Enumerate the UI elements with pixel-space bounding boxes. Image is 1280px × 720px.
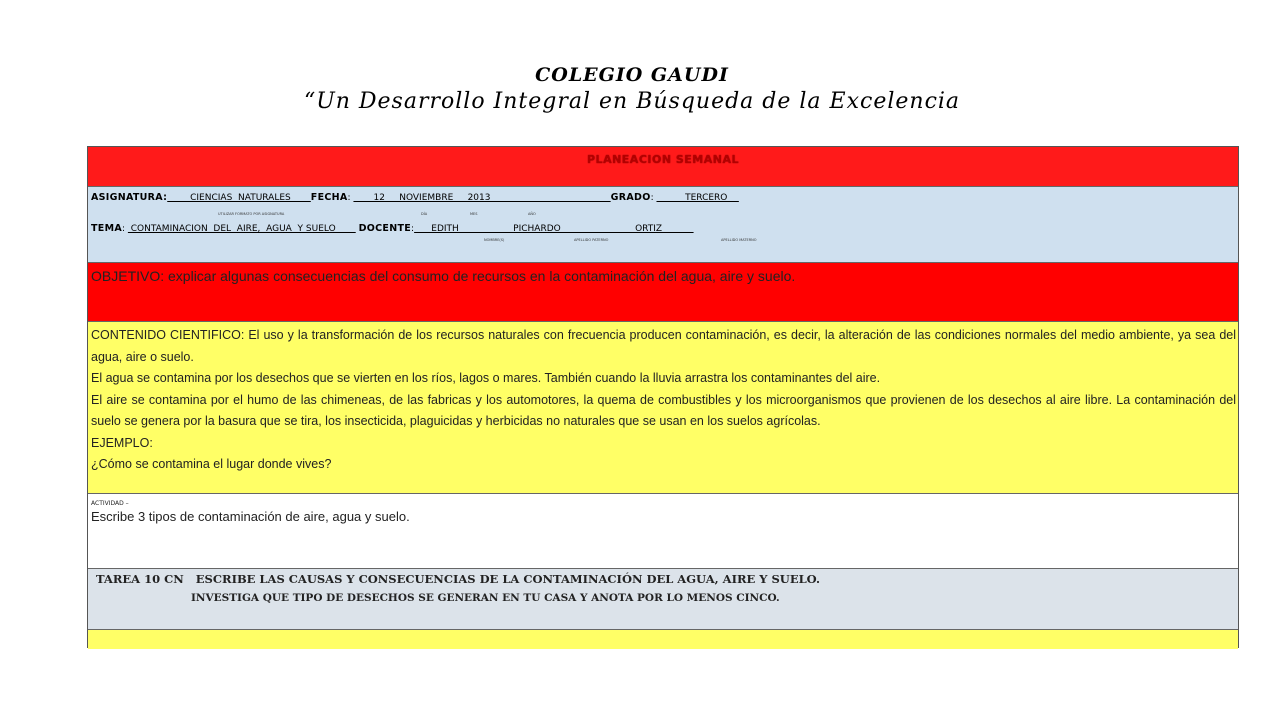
tema-label: TEMA — [91, 223, 122, 234]
tarea-line-1: TAREA 10 CN ESCRIBE LAS CAUSAS Y CONSECUENCIAS DE LA CONTAMINACIÓN DEL AGUA, AIRE Y SUELO. — [96, 572, 821, 586]
ejemplo-question: ¿Cómo se contamina el lugar donde vives? — [91, 457, 332, 471]
title-row — [88, 147, 1238, 187]
fecha-value: 12 NOVIEMBRE 2013 — [353, 193, 611, 203]
sheet-title: PLANEACION SEMANAL — [587, 153, 739, 166]
hint-materno: APELLIDO MATERNO — [721, 238, 757, 242]
docente-value: EDITH PICHARDO ORTIZ — [414, 224, 694, 234]
fecha-label: FECHA — [310, 192, 348, 203]
docente-label: DOCENTE — [358, 223, 412, 234]
contenido-paragraph: El aire se contamina por el humo de las chimeneas, de las fabricas y los automotores, la quema de combustibles y los microorganismos que provienen de los desechos al aire libre. La contaminación del suelo se genera por la basura que se tira, los insecticida, plaguicidas y herbicidas no naturales que se usan en los suelos agrícolas. — [91, 392, 1236, 428]
school-motto: “Un Desarrollo Integral en Búsqueda de la Excelencia — [303, 89, 961, 114]
hint-asignatura: UTILIZAR FORMATO POR ASIGNATURA — [218, 212, 285, 216]
hint-nombre: NOMBRE(S) — [484, 238, 505, 242]
hint-paterno: APELLIDO PATERNO — [574, 238, 609, 242]
contenido-paragraph: El agua se contamina por los desechos que se vierten en los ríos, lagos o mares. También cuando la lluvia arrastra los contaminantes del aire. — [91, 371, 881, 385]
actividad-text: Escribe 3 tipos de contaminación de aire, agua y suelo. — [91, 509, 410, 524]
tema-value: CONTAMINACION DEL AIRE, AGUA Y SUELO — [127, 224, 356, 234]
footer-row — [88, 630, 1238, 649]
school-name: COLEGIO GAUDI — [535, 64, 729, 86]
hint-dia: DÍA — [421, 212, 428, 216]
tema-line: TEMA: CONTAMINACION DEL AIRE, AGUA Y SUELO DOCENTE: EDITH PICHARDO ORTIZ — [91, 223, 694, 234]
contenido-row — [88, 322, 1238, 494]
actividad-row — [88, 494, 1238, 569]
objetivo-row — [88, 263, 1238, 322]
objetivo-text: OBJETIVO: explicar algunas consecuencias del consumo de recursos en la contaminación del agua, aire y suelo. — [91, 268, 796, 284]
ejemplo-label: EJEMPLO: — [91, 435, 153, 450]
planning-sheet — [87, 146, 1239, 648]
grado-label: GRADO — [610, 192, 651, 203]
contenido-text — [91, 325, 1236, 476]
hint-mes: MES — [470, 212, 478, 216]
page-header — [0, 62, 1264, 116]
actividad-label: ACTIVIDAD – — [91, 500, 129, 507]
grado-value: TERCERO — [656, 193, 739, 203]
tarea-row — [88, 569, 1238, 630]
asignatura-line: ASIGNATURA: CIENCIAS NATURALES FECHA: 12 NOVIEMBRE 2013 GRADO: TERCERO — [91, 192, 739, 203]
hint-ano: AÑO — [528, 212, 536, 216]
asignatura-label: ASIGNATURA: — [91, 192, 168, 203]
contenido-paragraph: CONTENIDO CIENTIFICO: El uso y la transformación de los recursos naturales con frecuencia producen contaminación, es decir, la alteración de las condiciones normales del medio ambiente, ya sea del agua, aire o suelo. — [91, 328, 1236, 364]
asignatura-value: CIENCIAS NATURALES — [167, 193, 311, 203]
tarea-line-2: INVESTIGA QUE TIPO DE DESECHOS SE GENERAN EN TU CASA Y ANOTA POR LO MENOS CINCO. — [191, 592, 780, 604]
info-row — [88, 187, 1238, 263]
